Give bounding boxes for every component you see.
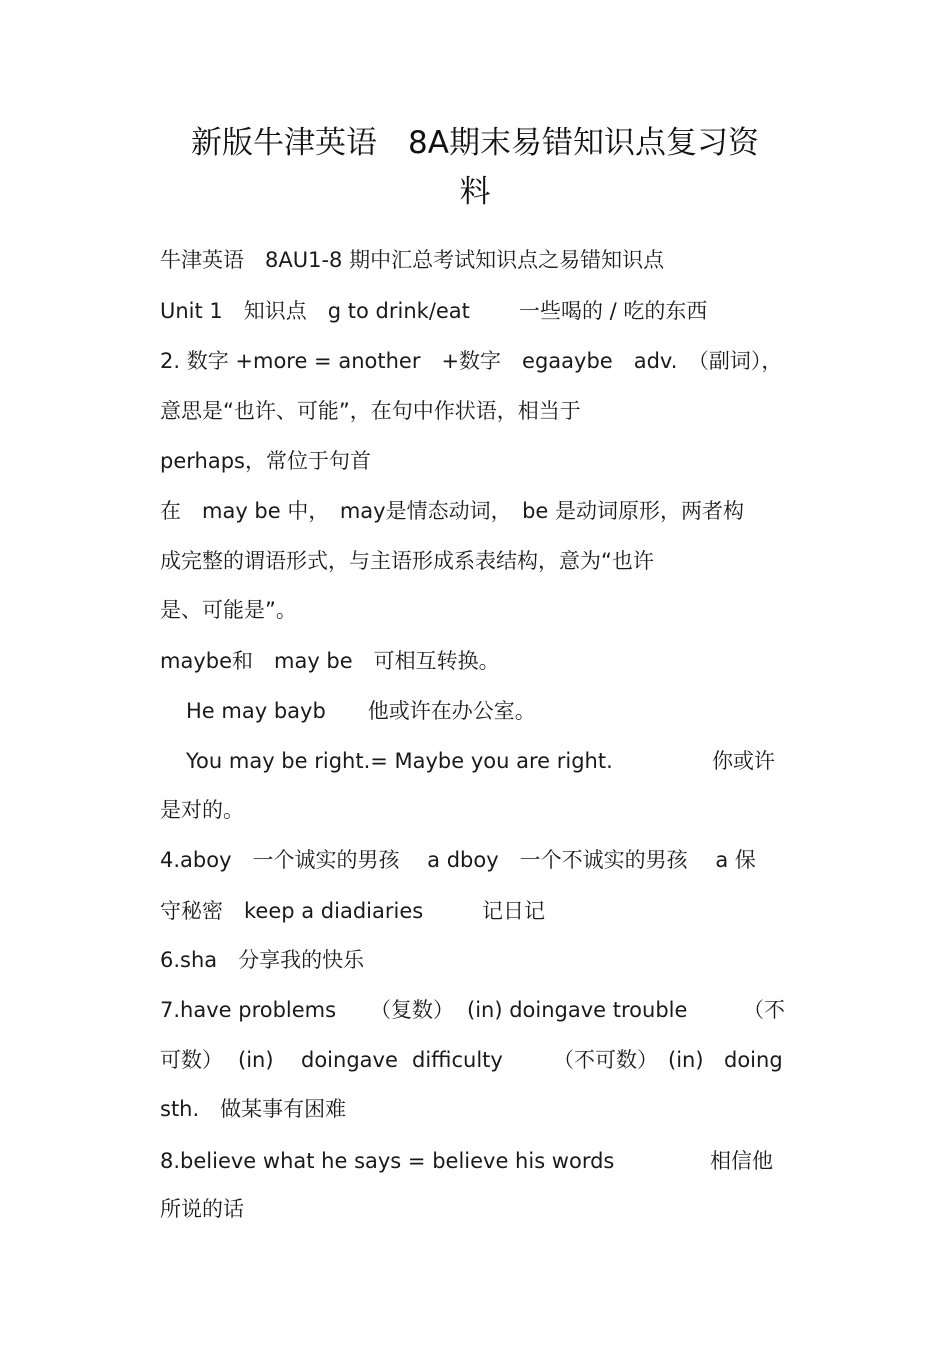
item-7-doingave: doingave	[301, 1048, 398, 1072]
document-title-line-1: 新版牛津英语 8A期末易错知识点复习资	[191, 125, 759, 161]
item-7-note-3: （不可数）	[553, 1048, 658, 1072]
example-sentence-2-translation: 你或许	[712, 749, 775, 773]
perhaps-line: perhaps，常位于句首	[160, 449, 371, 473]
item-5-translation: 记日记	[482, 899, 545, 923]
item-7-note-2-start: （不	[743, 998, 785, 1022]
item-7-phrase-2: (in) doingave trouble	[467, 998, 688, 1022]
example-sentence-2: You may be right.= Maybe you are right.	[186, 749, 613, 773]
item-7-in-1: (in)	[238, 1048, 274, 1072]
maybe-meaning-line: 意思是“也许、可能”，在句中作状语，相当于	[160, 399, 581, 423]
item-7-difficulty: difficulty	[412, 1048, 503, 1072]
item-7-doing: doing	[724, 1048, 783, 1072]
item-7-meaning: sth. 做某事有困难	[160, 1097, 347, 1121]
item-7-note-2-end: 可数）	[160, 1048, 223, 1072]
subtitle-line: 牛津英语 8AU1-8 期中汇总考试知识点之易错知识点	[160, 248, 665, 272]
item-8-translation-cont: 所说的话	[160, 1197, 244, 1221]
item-2-line: 2. 数字 +more = another +数字 egaaybe adv. （副词），	[160, 349, 783, 373]
unit1-heading-translation: 一些喝的 / 吃的东西	[519, 299, 708, 323]
item-7-note-1: （复数）	[370, 998, 454, 1022]
example-sentence-1: He may bayb 他或许在办公室。	[186, 699, 536, 723]
document-title-line-2: 料	[459, 174, 491, 210]
item-8-line: 8.believe what he says = believe his words	[160, 1149, 615, 1173]
item-8-translation: 相信他	[710, 1149, 773, 1173]
may-be-explanation-line-1: 在 may be 中， may是情态动词， be 是动词原形，两者构	[160, 499, 745, 523]
may-be-explanation-line-2: 成完整的谓语形式，与主语形成系表结构，意为“也许	[160, 549, 654, 573]
item-4-line: 4.aboy 一个诚实的男孩 a dboy 一个不诚实的男孩 a 保	[160, 848, 756, 872]
item-6-line: 6.sha 分享我的快乐	[160, 948, 365, 972]
item-7-phrase-1: 7.have problems	[160, 998, 337, 1022]
conversion-line: maybe和 may be 可相互转换。	[160, 649, 500, 673]
may-be-explanation-line-3: 是、可能是”。	[160, 598, 297, 622]
unit1-heading: Unit 1 知识点 g to drink/eat	[160, 299, 470, 323]
item-5-line: 守秘密 keep a diadiaries	[160, 899, 424, 923]
item-7-in-2: (in)	[668, 1048, 704, 1072]
example-sentence-2-translation-cont: 是对的。	[160, 798, 244, 822]
